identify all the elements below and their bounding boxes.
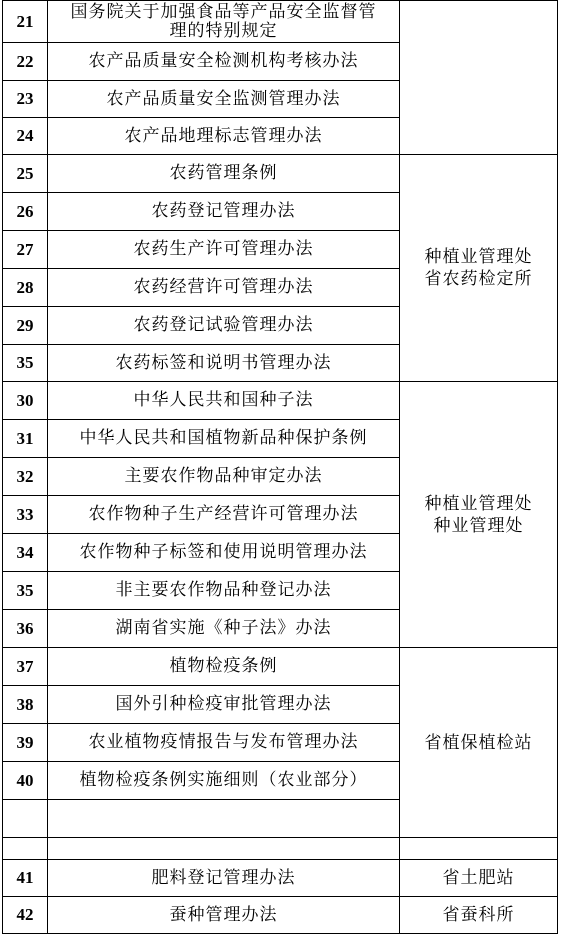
responsible-dept: 省植保植检站 — [400, 648, 558, 838]
table-row — [3, 155, 558, 193]
row-number: 25 — [3, 155, 48, 193]
regulation-name: 农药登记试验管理办法 — [48, 307, 400, 345]
regulation-name: 国务院关于加强食品等产品安全监督管理的特别规定 — [48, 1, 400, 43]
responsible-dept — [400, 155, 558, 382]
regulation-name: 农药生产许可管理办法 — [48, 231, 400, 269]
regulation-name: 主要农作物品种审定办法 — [48, 458, 400, 496]
table-row — [3, 648, 558, 686]
row-number: 28 — [3, 269, 48, 307]
regulation-name: 农药登记管理办法 — [48, 193, 400, 231]
regulation-name: 农产品地理标志管理办法 — [48, 118, 400, 155]
regulation-name: 蚕种管理办法 — [48, 897, 400, 934]
regulation-name: 植物检疫条例实施细则（农业部分） — [48, 762, 400, 800]
row-number: 24 — [3, 118, 48, 155]
dept-line: 种植业管理处 — [424, 493, 533, 514]
row-number: 35 — [3, 572, 48, 610]
table-row — [3, 1, 558, 43]
spacer-cell — [400, 838, 558, 860]
spacer-cell — [3, 838, 48, 860]
regulation-name: 湖南省实施《种子法》办法 — [48, 610, 400, 648]
row-number: 35 — [3, 345, 48, 382]
row-number: 36 — [3, 610, 48, 648]
row-number: 26 — [3, 193, 48, 231]
regulation-name: 肥料登记管理办法 — [48, 860, 400, 897]
row-number: 32 — [3, 458, 48, 496]
table-row — [3, 897, 558, 934]
row-number: 23 — [3, 81, 48, 118]
regulation-name: 农产品质量安全监测管理办法 — [48, 81, 400, 118]
dept-cell-empty — [400, 1, 558, 155]
regulation-name: 国外引种检疫审批管理办法 — [48, 686, 400, 724]
row-number: 33 — [3, 496, 48, 534]
row-number: 29 — [3, 307, 48, 345]
dept-line: 种业管理处 — [433, 515, 524, 536]
row-number: 42 — [3, 897, 48, 934]
regulations-table — [2, 0, 558, 934]
responsible-dept: 省土肥站 — [400, 860, 558, 897]
row-number: 38 — [3, 686, 48, 724]
regulation-name: 非主要农作物品种登记办法 — [48, 572, 400, 610]
row-number: 41 — [3, 860, 48, 897]
responsible-dept — [400, 382, 558, 648]
regulation-name — [48, 800, 400, 838]
regulation-name: 农作物种子生产经营许可管理办法 — [48, 496, 400, 534]
regulation-name: 植物检疫条例 — [48, 648, 400, 686]
regulation-name: 农业植物疫情报告与发布管理办法 — [48, 724, 400, 762]
row-number: 21 — [3, 1, 48, 43]
dept-line: 省农药检定所 — [424, 269, 533, 289]
row-number: 37 — [3, 648, 48, 686]
row-number: 30 — [3, 382, 48, 420]
row-number — [3, 800, 48, 838]
responsible-dept: 省蚕科所 — [400, 897, 558, 934]
row-number: 27 — [3, 231, 48, 269]
spacer-row — [3, 838, 558, 860]
row-number: 39 — [3, 724, 48, 762]
regulation-name: 中华人民共和国植物新品种保护条例 — [48, 420, 400, 458]
table-row — [3, 860, 558, 897]
table-row — [3, 382, 558, 420]
regulation-name: 农药经营许可管理办法 — [48, 269, 400, 307]
regulation-name: 农药管理条例 — [48, 155, 400, 193]
regulation-name: 中华人民共和国种子法 — [48, 382, 400, 420]
row-number: 40 — [3, 762, 48, 800]
regulation-name: 农药标签和说明书管理办法 — [48, 345, 400, 382]
regulation-name: 农作物种子标签和使用说明管理办法 — [48, 534, 400, 572]
dept-line: 种植业管理处 — [424, 247, 533, 267]
row-number: 22 — [3, 43, 48, 81]
spacer-cell — [48, 838, 400, 860]
regulation-name: 农产品质量安全检测机构考核办法 — [48, 43, 400, 81]
row-number: 34 — [3, 534, 48, 572]
row-number: 31 — [3, 420, 48, 458]
